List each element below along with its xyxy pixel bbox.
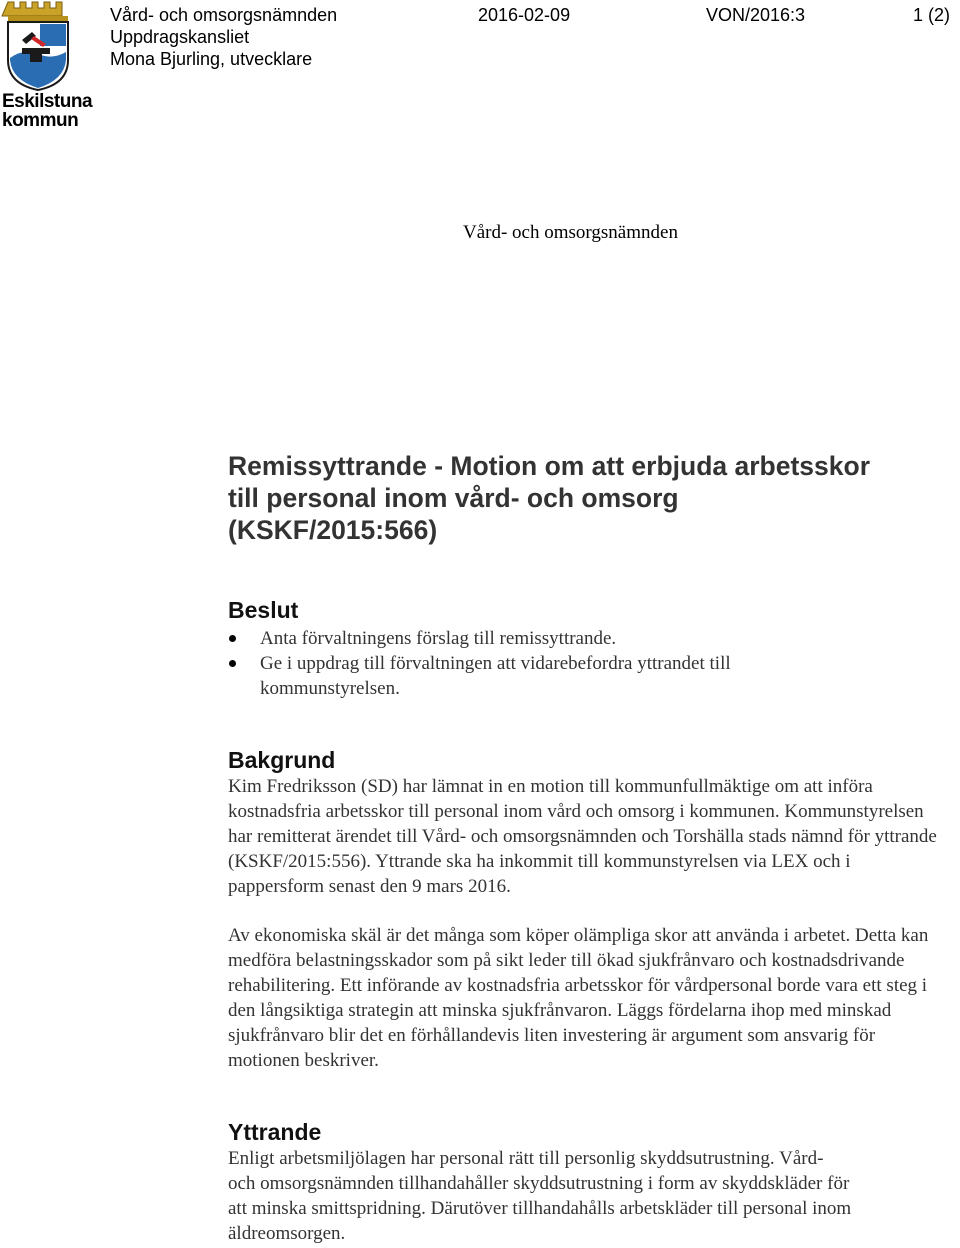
section-bakgrund [228, 746, 948, 1073]
bakgrund-heading: Bakgrund [228, 747, 336, 773]
title-line-3: (KSKF/2015:566) [228, 515, 438, 545]
header-page-number: 1 (2) [912, 5, 950, 25]
recipient: Vård- och omsorgsnämnden [463, 222, 678, 243]
document-title [228, 450, 948, 546]
bakgrund-paragraph-1: Kim Fredriksson (SD) har lämnat in en motion till kommunfullmäktige om att införa kostnadsfria arbetsskor till personal inom vård och omsorg i kommunen. Kommunstyrelsen har remitterat ärendet till Vård- och omsorgsnämnden och Torshälla stads nämnd för yttrande (KSKF/2015:556). Yttrande ska ha inkommit till kommunstyrelsen via LEX och i pappersform senast den 9 mars 2016. [228, 776, 937, 897]
logo-line-1: Eskilstuna [2, 91, 93, 112]
title-line-2: till personal inom vård- och omsorg [228, 483, 679, 513]
logo-wordmark [2, 92, 92, 130]
bakgrund-paragraph-2: Av ekonomiska skäl är det många som köper olämpliga skor att använda i arbetet. Detta kan medföra belastningsskador som på sikt leder till ökad sjukfrånvaro och kostnadsdrivande rehabilitering. Ett införande av kostnadsfria arbetsskor för vårdpersonal borde vara ett steg i den långsiktiga strategin att minska sjukfrånvaron. Läggs fördelarna ihop med minskad sjukfrånvaro blir det en förhållandevis liten investering är argument som ansvarig för motionen beskriver. [228, 925, 929, 1071]
beslut-item: Ge i uppdrag till förvaltningen att vidarebefordra yttrandet till kommunstyrelsen. [228, 651, 820, 701]
eskilstuna-logo [0, 0, 93, 135]
header-org-name: Vård- och omsorgsnämnden [110, 5, 338, 25]
header-org-block [110, 4, 337, 70]
beslut-heading: Beslut [228, 597, 299, 623]
yttrande-heading: Yttrande [228, 1119, 322, 1145]
title-line-1: Remissyttrande - Motion om att erbjuda arbetsskor [228, 451, 871, 481]
section-beslut [228, 596, 948, 701]
yttrande-paragraph: Enligt arbetsmiljölagen har personal rätt till personlig skyddsutrustning. Vård- och omsorgsnämnden tillhandahåller skyddsutrustning i form av skyddskläder för att minska smittspridning. Därutöver tillhandahålls arbetskläder till personal inom äldreomsorgen. [228, 1148, 852, 1244]
beslut-item: Anta förvaltningens förslag till remissyttrande. [228, 626, 948, 651]
header-department: Uppdragskansliet [110, 27, 250, 47]
header-reference: VON/2016:3 [706, 5, 806, 25]
logo-line-2: kommun [2, 110, 79, 131]
header-date: 2016-02-09 [478, 5, 571, 25]
beslut-list [228, 626, 948, 701]
section-yttrande [228, 1118, 948, 1246]
header-author: Mona Bjurling, utvecklare [110, 49, 313, 69]
coat-of-arms-icon [0, 0, 76, 92]
